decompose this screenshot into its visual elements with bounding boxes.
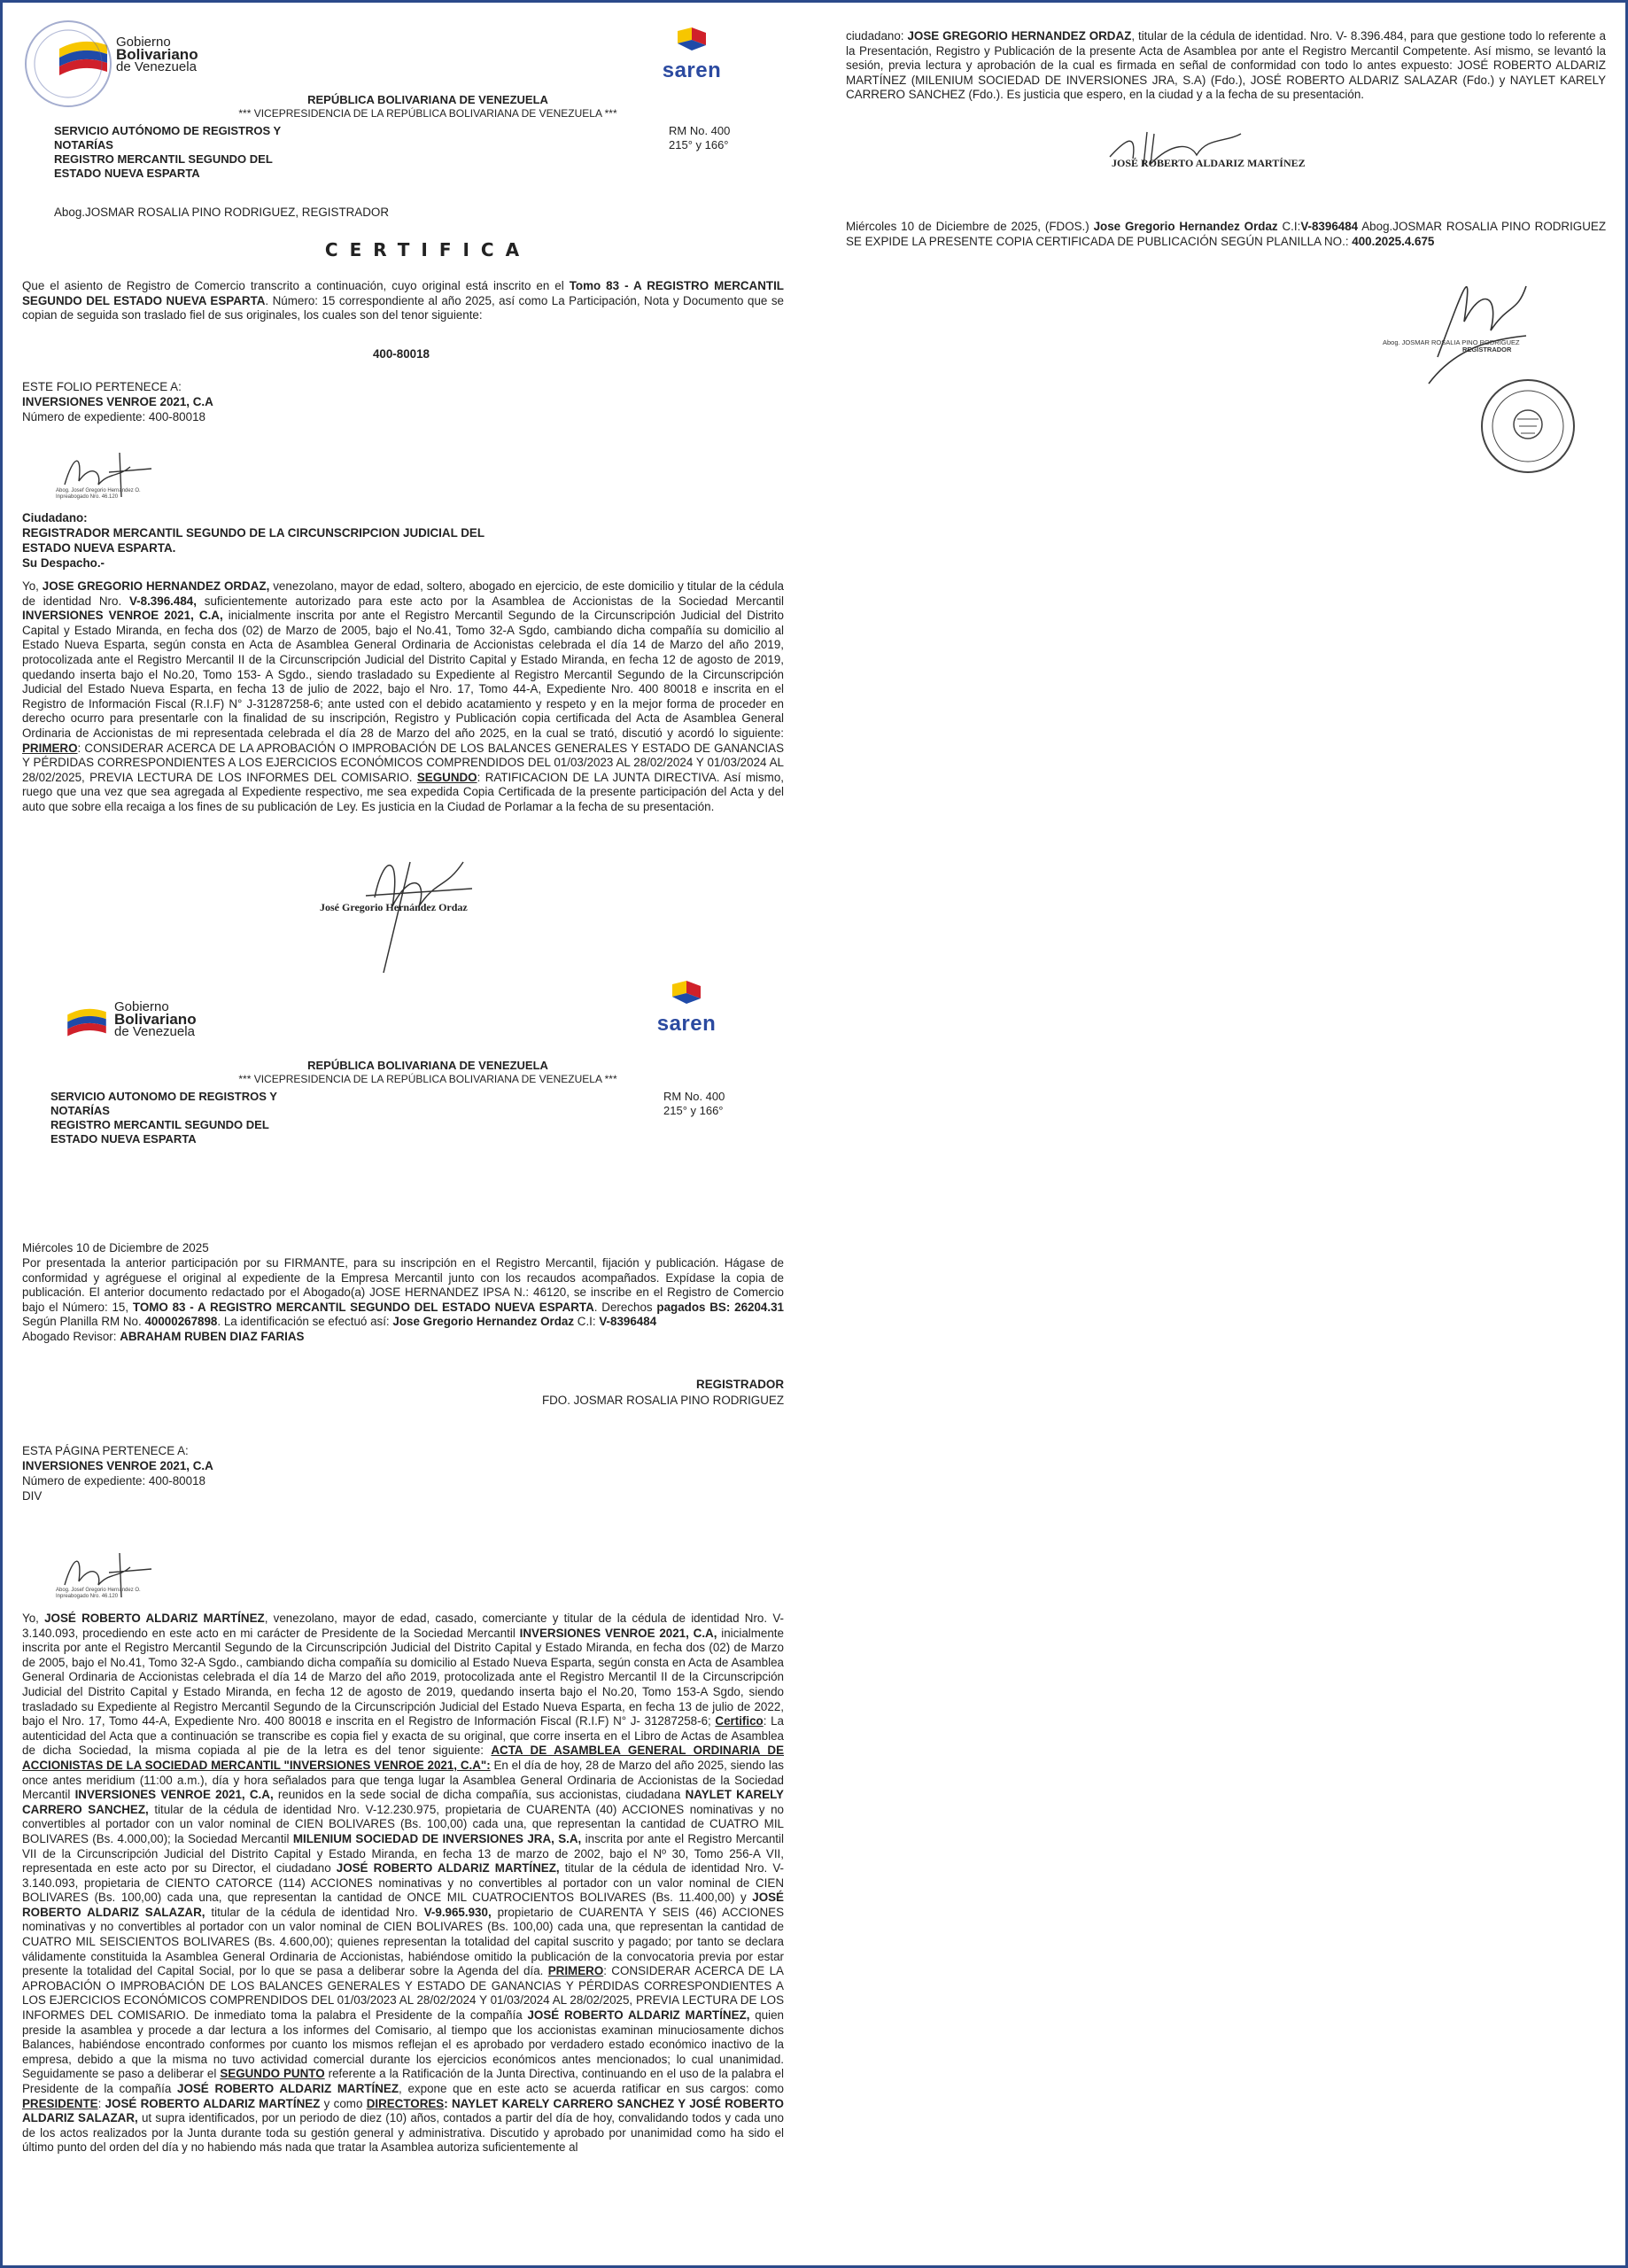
signature-stamp-2-text	[56, 1588, 141, 1600]
folio-line1: ESTE FOLIO PERTENECE A:	[22, 380, 182, 393]
acta-primero: PRIMERO	[547, 1964, 604, 1978]
acta-a13: quien preside la asamblea y procede a dar lectura a los informes del Comisario, al tiempo que los accionistas examinan minuciosamente dichos Balances, habiéndose encontrado conformes por cuanto los mismos reflejan el es aprobado por verdadero estado económico inactivo de la empresa, debido a que la misma no tuvo actividad comercial durante los ejercicios económicos antes mencionados; lo cual unanimidad. Seguidamente se paso a deliberar el	[22, 2008, 784, 2081]
registrador-sello-texto	[1383, 339, 1520, 353]
destinatario-line1: REGISTRADOR MERCANTIL SEGUNDO DE LA CIRCUNSCRIPCION JUDICIAL DEL	[22, 526, 485, 540]
nota-t1: Por presentada la anterior participación por su FIRMANTE, para su inscripción en el Registro Mercantil, fijación y publicación. Hágase de conformidad y agréguese el original al expediente de la Empresa Mercantil junto con los recaudos acompañados. Expídase la copia de publicación. El anterior documento redactado por el Abogado(a) JOSE HERNANDEZ IPSA N.: 46120, se inscribe en el Registro de Comercio bajo el Número: 15,	[22, 1256, 784, 1314]
pagina-line2: INVERSIONES VENROE 2021, C.A	[22, 1459, 213, 1472]
servicio2-line3: REGISTRO MERCANTIL SEGUNDO DEL	[50, 1118, 269, 1131]
vicepresidencia-title-2: *** VICEPRESIDENCIA DE LA REPÚBLICA BOLIVARIANA DE VENEZUELA ***	[238, 1073, 617, 1085]
acta-a5: En el día de hoy, 28 de Marzo del año 2025, siendo las once antes meridium (11:00 a.m.), día y hora señalados para que tenga lugar la Asamblea General Ordinaria de Accionistas de la Sociedad Mercantil	[22, 1758, 784, 1802]
certifica-tomo: Tomo 83 - A REGISTRO MERCANTIL SEGUNDO DEL ESTADO NUEVA ESPARTA	[22, 279, 784, 307]
carta-texto-c: suficientemente autorizado para este acto por la Asamblea de Accionistas de la Sociedad Mercantil	[204, 594, 784, 608]
firma-jose-gregorio: José Gregorio Hernández Ordaz	[320, 901, 468, 913]
acta-a14: referente a la Ratificación de la Junta Directiva, continuando en el uso de la palabra el Presidente de la compañía	[22, 2067, 784, 2095]
right-c3: Abog.JOSMAR ROSALIA PINO RODRIGUEZ SE EXPIDE LA PRESENTE COPIA CERTIFICADA DE PUBLICACIÓN SEGÚN PLANILLA NO.:	[846, 220, 1606, 248]
reg-sello-line2: REGISTRADOR	[1462, 346, 1512, 353]
acta-a9: titular de la cédula de identidad Nro. V-3.140.093, propietaria de CIENTO CATORCE (114) ACCIONES nominativas y no convertibles al portador con un valor nominal de CIEN BOLIVARES (Bs. 100,00) cada una, que representan la cantidad de ONCE MIL CUATROCIENTOS BOLIVARES (Bs. 11.400,00) y	[22, 1861, 784, 1905]
republica-title: REPÚBLICA BOLIVARIANA DE VENEZUELA	[307, 93, 548, 106]
acta-titulo: ACTA DE ASAMBLEA GENERAL ORDINARIA DE ACCIONISTAS DE LA SOCIEDAD MERCANTIL "INVERSIONES VENROE 2021, C.A":	[22, 1744, 784, 1772]
certifica-text: Que el asiento de Registro de Comercio transcrito a continuación, cuyo original está inscrito en el	[22, 279, 564, 292]
saren-icon	[672, 26, 711, 54]
acta-empresa-2: INVERSIONES VENROE 2021, C.A,	[74, 1788, 274, 1802]
sello-line2: Inpreabogado Nro. 46.120	[56, 494, 119, 500]
servicio-line3: REGISTRO MERCANTIL SEGUNDO DEL	[54, 152, 273, 166]
acta-a6: reunidos en la sede social de dicha compañía, sus accionistas, ciudadana	[277, 1788, 681, 1802]
acta-a2: , venezolano, mayor de edad, casado, comerciante y titular de la cédula de identidad Nro. V-3.140.093, procediendo en este acto en mi carácter de Presidente de la Sociedad Mercantil	[22, 1612, 784, 1640]
servicio-line2: NOTARÍAS	[54, 138, 113, 151]
acta-a8: inscrita por ante el Registro Mercantil VII de la Circunscripción Judicial del Distrito Capital y Estado Miranda, en fecha 13 de marzo de 2002, bajo el Nº 30, Tomo 256-A VII, representada en este acto por su Director, el ciudadano	[22, 1831, 784, 1876]
acta-a7: titular de la cédula de identidad Nro. V-12.230.975, propietaria de CUARENTA (40) ACCIONES nominativas y no convertibles al portador con un valor nominal de CIEN BOLIVARES (Bs. 100,00) cada una, que representan la cantidad de CUATRO MIL BOLIVARES (Bs. 4.000,00); la Sociedad Mercantil	[22, 1802, 784, 1845]
certifica-title: CERTIFICA	[324, 239, 531, 260]
carta-encabezado	[22, 510, 485, 571]
right-c1: Miércoles 10 de Diciembre de 2025, (FDOS.)	[846, 220, 1089, 233]
acta-director: JOSÉ ROBERTO ALDARIZ MARTÍNEZ,	[336, 1861, 560, 1876]
right-planilla: 400.2025.4.675	[1352, 234, 1435, 248]
saren-text-2: saren	[656, 1012, 717, 1036]
pagina-line4: DIV	[22, 1489, 43, 1503]
acta-accionista-1: NAYLET KARELY CARRERO SANCHEZ,	[22, 1788, 784, 1816]
sello-line1: Abog. Josef Gregorio Hernández O.	[56, 488, 141, 493]
acta-a12: : CONSIDERAR ACERCA DE LA APROBACIÓN O IMPROBACIÓN DE LOS BALANCES GENERALES Y ESTADO DE GANANCIAS Y PÉRDIDAS CORRESPONDIENTES A LOS EJERCICIOS ECONÓMICOS COMPRENDIDOS DEL 01/03/2023 AL 28/02/2024 Y 01/03/2024 AL 28/02/2025, PREVIA LECTURA DE LOS INFORMES DEL COMISARIO. De inmediato toma la palabra el Presidente de la compañía	[22, 1964, 784, 2023]
acta-a10: titular de la cédula de identidad Nro.	[211, 1905, 418, 1919]
acta-a16: :	[97, 2096, 102, 2110]
nota-t5: C.I:	[577, 1315, 596, 1329]
nota-t4: . La identificación se efectuó así:	[217, 1315, 390, 1329]
right-certificacion	[846, 220, 1606, 249]
acta-a11: propietario de CUARENTA Y SEIS (46) ACCIONES nominativas y no convertibles al portador con un valor nominal de CIEN BOLIVARES (Bs. 100,00) cada una, que representan la cantidad de CUATRO MIL SEISCIENTOS BOLIVARES (Bs. 4.600,00); quienes representan la totalidad del capital suscrito y pagado; por tanto se declara válidamente constituida la Asamblea General Ordinaria de Accionistas, habiéndose omitido la publicación de la convocatoria previa por estar presente la totalidad del Capital Social, por lo que se pasa a deliberar sobre la Agenda del día.	[22, 1905, 785, 1978]
nota-ci: V-8396484	[599, 1315, 657, 1329]
servicio-block-2	[50, 1090, 277, 1146]
acta-accionista-3: JOSÉ ROBERTO ALDARIZ SALAZAR,	[22, 1891, 784, 1919]
republica-title-2: REPÚBLICA BOLIVARIANA DE VENEZUELA	[307, 1059, 548, 1072]
carta-nombre: JOSE GREGORIO HERNANDEZ ORDAZ,	[42, 579, 270, 593]
signature-registrador	[1411, 251, 1535, 392]
rm-number-2: RM No. 400	[663, 1090, 725, 1103]
acta-a19: ut supra identificados, por un periodo de diez (10) años, contados a partir del día de hoy, convalidando todos y cada uno de los actos realizados por la Junta durante toda su gestión general y administrativa. Discutido y aprobado por unanimidad como ha sido el último punto del orden del día y no habiendo más nada que tratar la Asamblea autoriza suficientemente al	[22, 2111, 784, 2155]
saren-icon	[667, 979, 706, 1007]
rm-number: RM No. 400	[669, 124, 731, 137]
acta-a4: : La autenticidad del Acta que a continuación se transcribe es copia fiel y exacta de su original, que corre inserta en el Libro de Actas de Asamblea de dicha Sociedad, la misma copiada al pie de la letra es del tenor siguiente:	[22, 1714, 784, 1758]
saren-logo	[656, 26, 727, 83]
gob-line2: Bolivariano	[116, 46, 198, 63]
acta-presidente-3: JOSÉ ROBERTO ALDARIZ MARTÍNEZ	[177, 2082, 399, 2095]
folio-number: 400-80018	[372, 347, 430, 361]
stamp-seal-icon	[15, 15, 121, 113]
acta-accionista-2: MILENIUM SOCIEDAD DE INVERSIONES JRA, S.A,	[292, 1831, 582, 1845]
nota-t2: . Derechos	[593, 1300, 653, 1314]
carta-texto-d: inicialmente inscrita por ante el Registro Mercantil Segundo de la Circunscripción Judicial del Distrito Capital y Estado Miranda, en fecha dos (02) de Marzo de 2005, bajo el No.41, Tomo 32-A Sgdo, cambiando dicha compañía su domicilio al Estado Nueva Esparta, según consta en Acta de Asamblea General Ordinaria de Accionistas celebrada el día 14 de Marzo del año 2019, protocolizada ante el Registro Mercantil II de la Circunscripción Judicial del Distrito Capital y Estado Miranda, en fecha 12 de agosto de 2019, quedando inserta bajo el No.20, Tomo 153- A Sgdo., siendo trasladado su Expediente al Registro Mercantil Segundo de la Circunscripción Judicial del Estado Nueva Esparta, en fecha 13 de julio de 2022, bajo el Nro. 17, Tomo 44-A, Expediente Nro. 400 80018 e inscrita en el Registro de Información Fiscal (R.I.F) N° J-31287258-6; ante usted con el debido acatamiento y respeto y en la mejor forma de proceder en derecho ocurro para presentarle con la finalidad de su inscripción, Registro y Publicación copia certificada del Acta de Asamblea General Ordinaria de Accionistas de mi representada celebrada el día 28 de Marzo del año 2025, en la cual se trató, discutió y acordó lo siguiente:	[22, 609, 784, 740]
right-firmante: Jose Gregorio Hernandez Ordaz	[1093, 220, 1278, 233]
anios-2: 215° y 166°	[663, 1104, 724, 1117]
acta-a3: inicialmente inscrita por ante el Registro Mercantil Segundo de la Circunscripción Judicial del Distrito Capital y Estado Miranda, en fecha dos (02) de Marzo de 2005, bajo el No.41, Tomo 32-A Sgdo., cambiando dicha compañía su domicilio al Estado Nueva Esparta, según consta en Acta de Asamblea General Ordinaria de Accionistas celebrada el día 14 de Marzo del año 2019, protocolizada ante el Registro Mercantil II de la Circunscripción Judicial del Distrito Capital y Estado Miranda, en fecha 12 de agosto de 2019, quedando inserta bajo el No.20, Tomo 153-A Sgdo, siendo trasladado su Expediente al Registro Mercantil Segundo de la Circunscripción Judicial del Estado Nueva Esparta, en fecha 13 de julio de 2022, bajo el Nro. 17, Tomo 44-A, Expediente Nro. 400 80018 e inscrita en el Registro de Información Fiscal (R.I.F) N° J- 31287258-6;	[22, 1626, 784, 1728]
certifica-rest: . Número: 15 correspondiente al año 2025, así como La Participación, Nota y Documento que se copian de seguida son traslado fiel de sus originales, los cuales son del tenor siguiente:	[22, 293, 784, 322]
right-apoderado: JOSE GREGORIO HERNANDEZ ORDAZ	[907, 29, 1132, 43]
right-r1: ciudadano:	[846, 29, 904, 43]
servicio-block	[54, 124, 281, 181]
nota-fecha: Miércoles 10 de Diciembre de 2025	[22, 1241, 209, 1254]
saren-text: saren	[662, 58, 722, 82]
nota-cuerpo	[22, 1256, 784, 1345]
servicio2-line1: SERVICIO AUTONOMO DE REGISTROS Y	[50, 1090, 277, 1103]
rm-block	[669, 124, 730, 152]
nota-identificacion: Jose Gregorio Hernandez Ordaz	[392, 1315, 575, 1329]
gob2-line1: Gobierno	[114, 999, 169, 1014]
nota-fdo: FDO. JOSMAR ROSALIA PINO RODRIGUEZ	[541, 1394, 784, 1407]
folio-line2: INVERSIONES VENROE 2021, C.A	[22, 395, 213, 408]
carta-empresa: INVERSIONES VENROE 2021, C.A,	[22, 609, 223, 623]
sello2-line1: Abog. Josef Gregorio Hernández O.	[56, 1588, 141, 1593]
saren-logo-2	[651, 979, 722, 1037]
nota-registrador: REGISTRADOR	[696, 1378, 784, 1391]
pagina-line3: Número de expediente: 400-80018	[22, 1474, 205, 1487]
gobierno-logo-2	[65, 999, 197, 1040]
vicepresidencia-title: *** VICEPRESIDENCIA DE LA REPÚBLICA BOLIVARIANA DE VENEZUELA ***	[238, 107, 617, 120]
acta-segundo-punto: SEGUNDO PUNTO	[220, 2067, 325, 2081]
acta-a1: Yo,	[22, 1612, 39, 1625]
destinatario-line2: ESTADO NUEVA ESPARTA.	[22, 541, 176, 555]
firma-jose-roberto: JOSÉ ROBERTO ALDARIZ MARTÍNEZ	[1112, 157, 1306, 169]
acta-presidente-nombre: JOSÉ ROBERTO ALDARIZ MARTÍNEZ	[44, 1612, 265, 1625]
carta-cuerpo	[22, 579, 784, 815]
acta-cargo-presidente: PRESIDENTE	[22, 2096, 98, 2110]
right-c2: C.I:	[1282, 220, 1301, 233]
acta-a17: y como	[323, 2096, 363, 2110]
right-ci: V-8396484	[1300, 220, 1359, 233]
registro-seal-icon	[1475, 375, 1581, 478]
gob-line1: Gobierno	[116, 35, 171, 50]
sello2-line2: Inpreabogado Nro. 46.120	[56, 1594, 119, 1599]
gob2-line3: de Venezuela	[114, 1024, 195, 1039]
carta-segundo: SEGUNDO	[416, 770, 477, 784]
pagina-line1: ESTA PÁGINA PERTENECE A:	[22, 1444, 189, 1457]
venezuela-flag-icon	[65, 999, 109, 1040]
servicio2-line4: ESTADO NUEVA ESPARTA	[50, 1132, 197, 1146]
acta-certifico: Certifico	[715, 1714, 764, 1728]
acta-presidente-4: JOSÉ ROBERTO ALDARIZ MARTÍNEZ	[105, 2096, 321, 2110]
nota-tomo: TOMO 83 - A REGISTRO MERCANTIL SEGUNDO DEL ESTADO NUEVA ESPARTA	[132, 1300, 594, 1314]
acta-cedula-3: V-9.965.930,	[423, 1905, 492, 1919]
acta-cargo-directores: DIRECTORES	[366, 2096, 445, 2110]
gob2-line2: Bolivariano	[114, 1011, 197, 1028]
nota-t3: Según Planilla RM No.	[22, 1315, 142, 1329]
rm-block-2	[663, 1090, 725, 1118]
nota-derechos: pagados BS: 26204.31	[656, 1300, 784, 1314]
right-r2: , titular de la cédula de identidad. Nro. V- 8.396.484, para que gestione todo lo referente a la Presentación, Registro y Publicación de la presente Acta de Asamblea por ante el Registro Mercantil Competente. Así mismo, se levantó la sesión, previa lectura y aprobación de la cual es firmada en señal de conformidad con todo lo antes expuesto: JOSÉ ROBERTO ALDARIZ MARTÍNEZ (MILENIUM SOCIEDAD DE INVERSIONES JRA, S.A) (Fdo.), JOSÉ ROBERTO ALDARIZ SALAZAR (Fdo.) y NAYLET KARELY CARRERO SANCHEZ (Fdo.). Es justicia que espero, en la ciudad y a la fecha de su presentación.	[846, 29, 1606, 102]
registrador-line: Abog.JOSMAR ROSALIA PINO RODRIGUEZ, REGISTRADOR	[54, 206, 389, 219]
ciudadano-label: Ciudadano:	[22, 511, 88, 524]
carta-texto-b: venezolano, mayor de edad, soltero, abogado en ejercicio, de este domicilio y titular de la cédula de identidad Nro.	[22, 579, 784, 608]
servicio2-line2: NOTARÍAS	[50, 1104, 110, 1117]
carta-texto-e: : CONSIDERAR ACERCA DE LA APROBACIÓN O IMPROBACIÓN DE LOS BALANCES GENERALES Y ESTADO DE GANANCIAS Y PÉRDIDAS CORRESPONDIENTES A LOS EJERCICIOS ECONÓMICOS COMPRENDIDOS DEL 01/03/2023 AL 28/02/2024 Y 01/03/2024 AL 28/02/2025, PREVIA LECTURA DE LOS INFORMES DEL COMISARIO.	[22, 741, 784, 784]
servicio-line1: SERVICIO AUTÓNOMO DE REGISTROS Y	[54, 124, 282, 137]
carta-cedula: V-8.396.484,	[128, 594, 197, 608]
acta-a15: , expone que en este acto se acuerda ratificar en sus cargos: como	[399, 2082, 784, 2095]
carta-primero: PRIMERO	[22, 741, 78, 755]
reg-sello-line1: Abog. JOSMAR ROSALIA PINO RODRIGUEZ	[1383, 338, 1520, 346]
acta-directores-nombres: : NAYLET KARELY CARRERO SANCHEZ Y JOSÉ ROBERTO ALDARIZ SALAZAR,	[22, 2096, 784, 2125]
pagina-block	[22, 1443, 213, 1503]
acta-cuerpo	[22, 1612, 784, 2155]
gob-line3: de Venezuela	[116, 59, 197, 74]
certifica-paragraph	[22, 279, 784, 323]
acta-presidente-2: JOSÉ ROBERTO ALDARIZ MARTÍNEZ,	[527, 2008, 750, 2023]
nota-planilla: 40000267898	[144, 1315, 218, 1329]
carta-yo: Yo,	[22, 579, 39, 593]
folio-block	[22, 379, 213, 424]
anios: 215° y 166°	[669, 138, 729, 151]
nota-revisor-label: Abogado Revisor:	[22, 1329, 117, 1343]
carta-texto-f: : RATIFICACION DE LA JUNTA DIRECTIVA. Así mismo, ruego que una vez que sea agregada al Expediente respectivo, me sea expedida Copia Certificada de la presente participación del Acta y del auto que sobre ella recaiga a los fines de su publicación de Ley. Es justicia en la Ciudad de Porlamar a la fecha de su presentación.	[22, 770, 784, 813]
su-despacho: Su Despacho.-	[22, 556, 105, 570]
nota-revisor: ABRAHAM RUBEN DIAZ FARIAS	[120, 1329, 305, 1343]
right-paragraph	[846, 29, 1606, 103]
acta-empresa: INVERSIONES VENROE 2021, C.A,	[519, 1626, 717, 1640]
folio-line3: Número de expediente: 400-80018	[22, 410, 205, 423]
servicio-line4: ESTADO NUEVA ESPARTA	[54, 167, 200, 180]
signature-stamp-1-text	[56, 488, 141, 501]
